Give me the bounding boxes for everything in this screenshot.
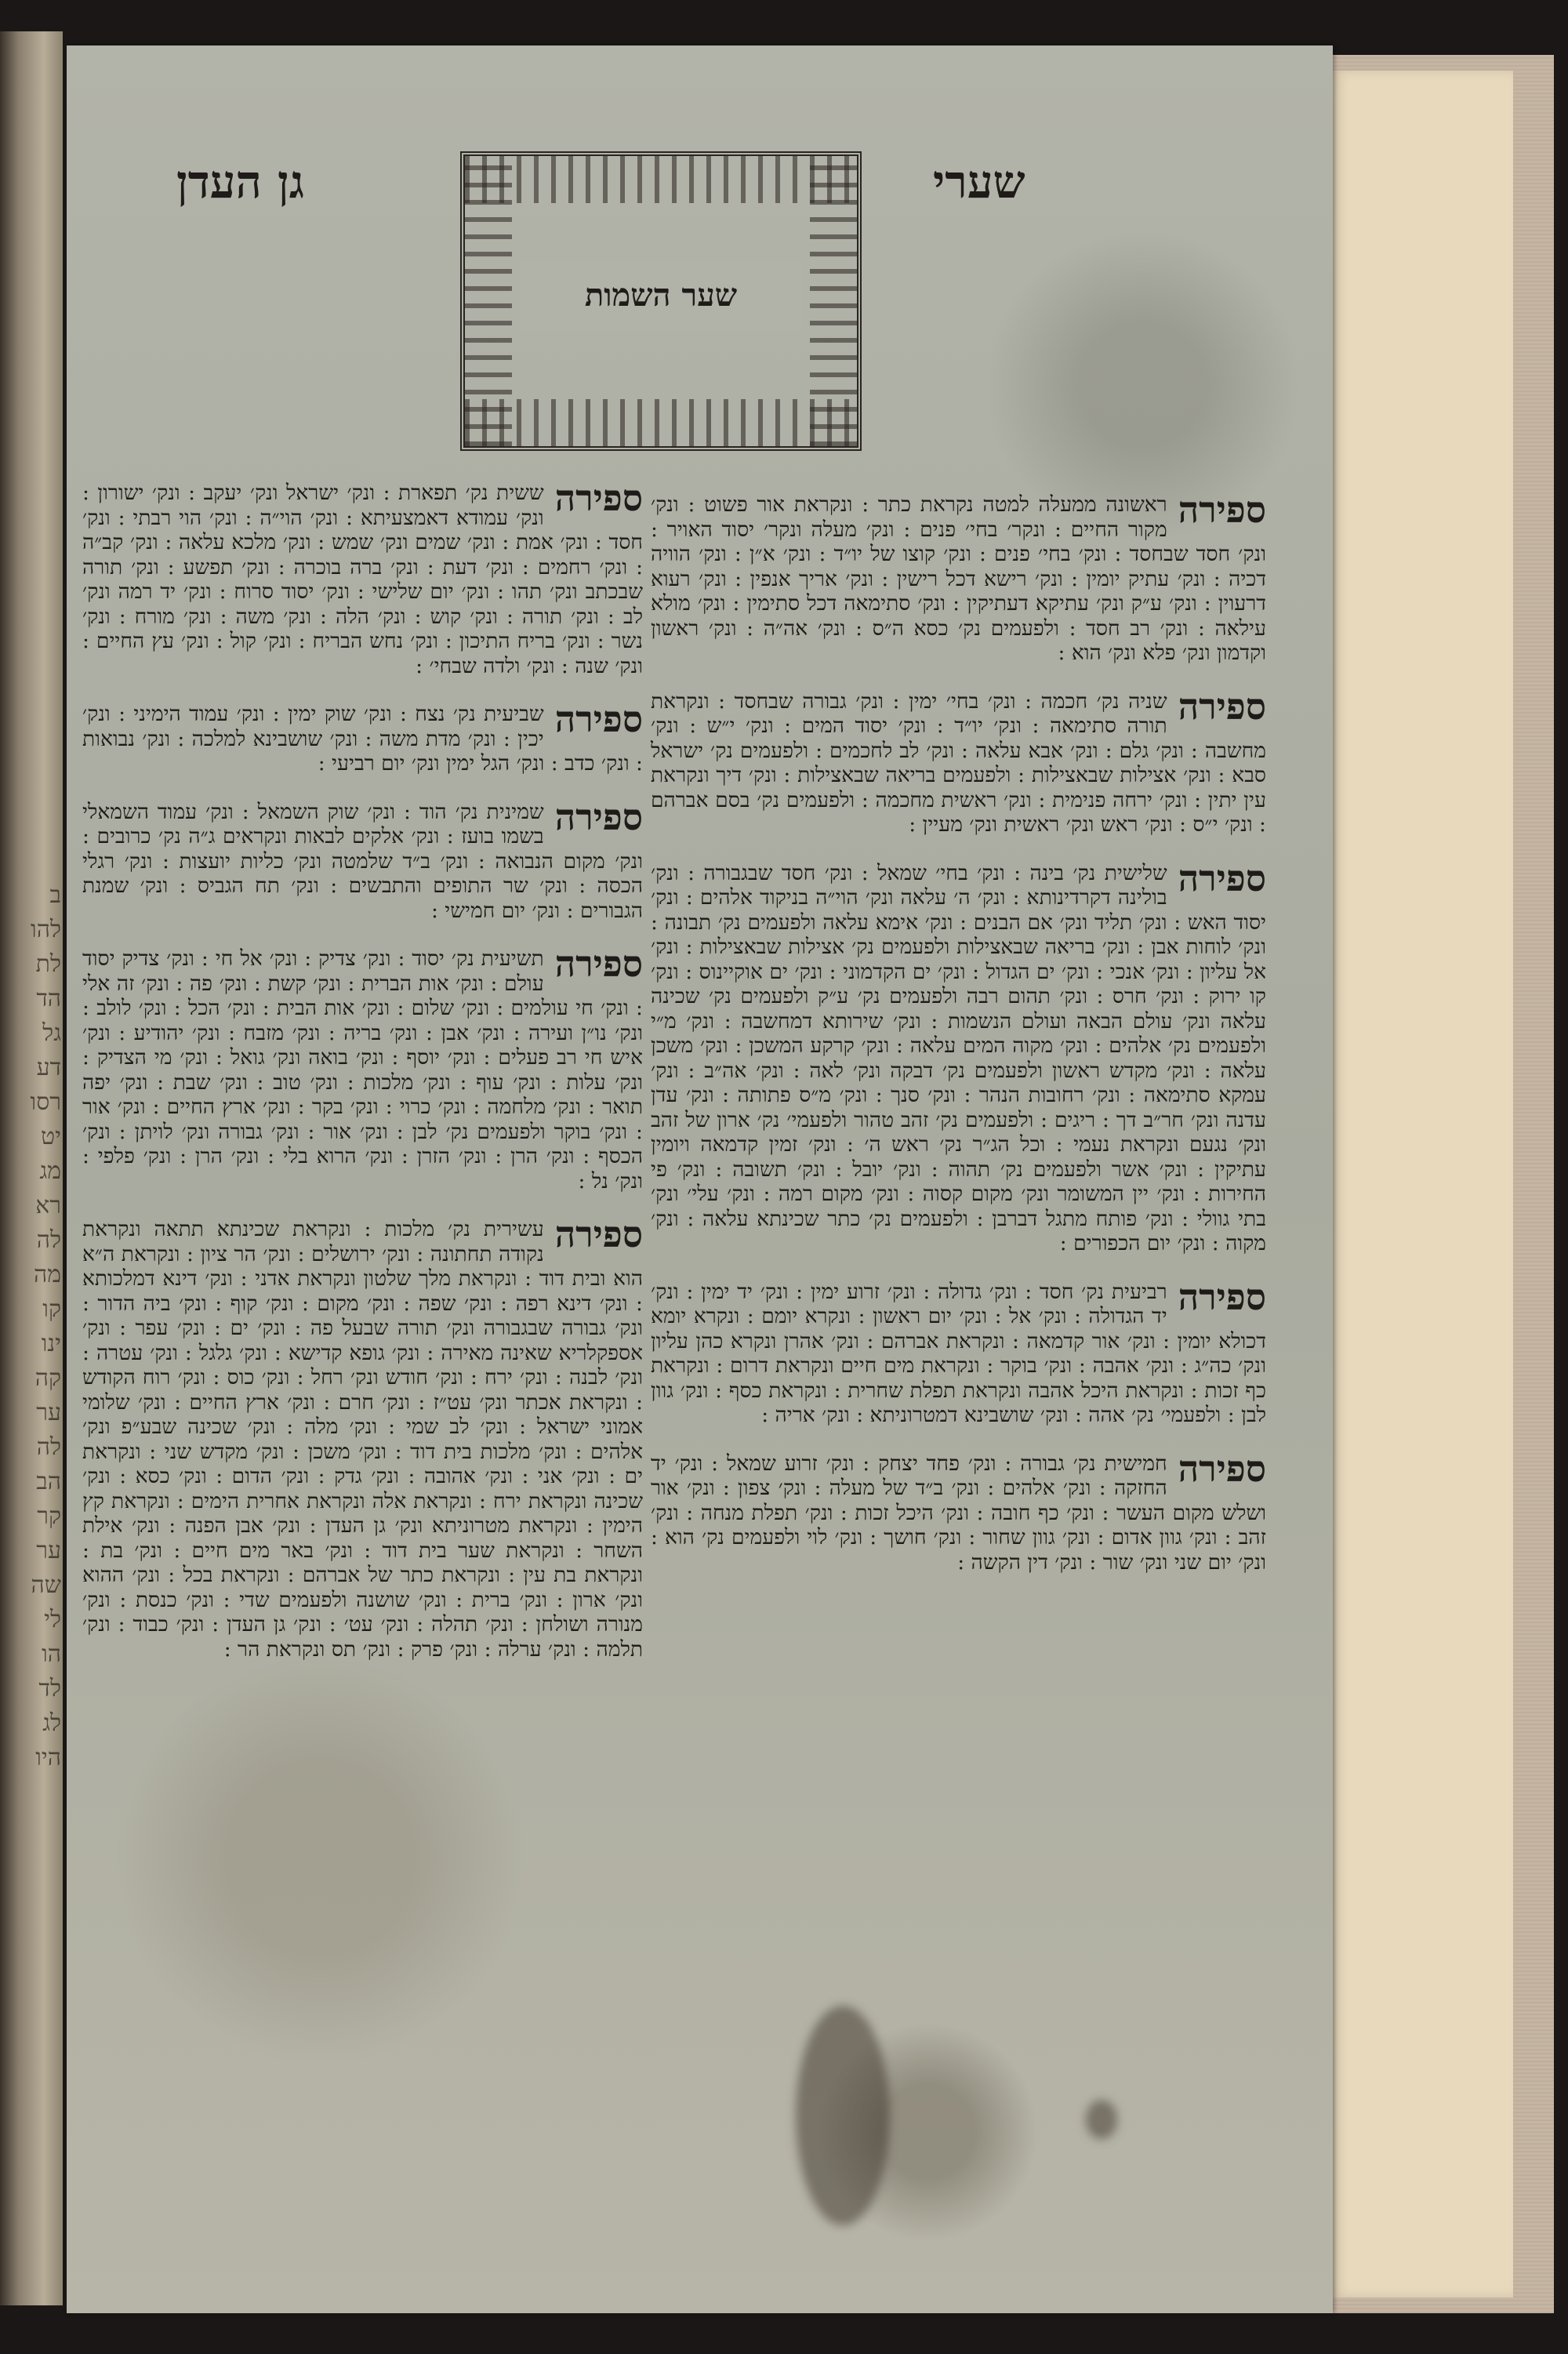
sefira-section (651, 1275, 1266, 1428)
adjacent-page-line: קו (42, 1295, 61, 1323)
adjacent-page-line: גל (42, 1019, 61, 1047)
section-title: שער השמות (520, 262, 802, 329)
adjacent-page-line: ב (49, 881, 61, 909)
adjacent-page-line: ער (36, 1399, 61, 1426)
sefira-text: ששית נק׳ תפארת : ונק׳ ישראל ונק׳ יעקב : ונק׳ ישורון : ונק׳ עמודא דאמצעיתא : ונק׳ הוי״ה : ונק׳ הוי רבתי : ונק׳ חסד : ונק׳ אמת : ונק׳ שמים ונק׳ שמש : ונק׳ מלכא עלאה : ונק׳ קב״ה : ונק׳ רחמים : ונק׳ דעת : ונק׳ ברה בוכרה : ונק׳ תפשע : ונק׳ תורה שבכתב ונק׳ תהו : ונק׳ יום שלישי : ונק׳ יסוד סרוח : ונק׳ יד רמה ונק׳ לב : ונק׳ תורה : ונק׳ קוש : ונק׳ הלה : ונק׳ משה : ונק׳ מורח : ונק׳ נשר : ונק׳ בריח התיכון : ונק׳ נחש הבריח : ונק׳ קול : ונק׳ עץ החיים : ונק׳ שנה : ונק׳ ולדה שבחי׳ : (82, 481, 643, 678)
adjacent-page-line: מה (33, 1261, 61, 1288)
ink-stain (1086, 2100, 1117, 2139)
adjacent-page-line: ינו (41, 1330, 61, 1357)
ornamental-title-frame (460, 151, 862, 451)
sefira-text: ראשונה ממעלה למטה נקראת כתר : ונקראת אור פשוט : ונק׳ מקור החיים : ונקר׳ בחי׳ פנים : ונק׳ מעלה ונקר׳ יסוד האויר : ונק׳ חסד שבחסד : ונק׳ בחי׳ פנים : ונק׳ קוצו של יו״ד : ונק׳ א״ן : ונק׳ הוויה דכיה : ונק׳ עתיק יומין : ונק׳ רישא דכל רישין : ונק׳ אריך אנפין : ונק׳ רעוא דרעוין : ונק׳ ע״ק ונק׳ עתיקא דעתיקין : ונק׳ סתימאה דכל סתימין : ונק׳ מולא עילאה : ונק׳ רב חסד : ולפעמים נק׳ כסא ה״ס : ונק׳ אה״ה : ונק׳ ראשון וקדמון ונק׳ פלא ונק׳ הוא : (651, 492, 1266, 665)
sefira-text: שלישית נק׳ בינה : ונק׳ בחי׳ שמאל : ונק׳ חסד שבגבורה : ונק׳ בולינה דקרדינותא : ונק׳ ה׳ עלאה ונק׳ הוי״ה בניקוד אלהים : ונק׳ יסוד האש : ונק׳ תליד ונק׳ אם הבנים : ונק׳ אימא עלאה ולפעמים נק׳ תבונה : ונק׳ לוחות אבן : ונק׳ בריאה שבאצילות ולפעמים נק׳ אצילות שבאצילות : ונק׳ אל עליון : ונק׳ אנכי : ונק׳ ים הגדול : ונק׳ ים הקדמוני : ונק׳ ים אוקיינוס : ונק׳ קו ירוק : ונק׳ חרס : ונק׳ תהום רבה ולפעמים נק׳ ע״ק ולפעמים נק׳ שכינה עלאה ונק׳ עולם הבאה ועולם הנשמות : ונק׳ שירותא דמחשבה : ונק׳ מ״י ולפעמים נק׳ אלהים : ונק׳ מקוה המים עלאה : ונק׳ קרקע המשכן : ונק׳ משכן עלאה : ונק׳ מקדש ראשון ולפעמים נק׳ דבקה ונק׳ לאה : ונק׳ אה״ב : ונק׳ עמקא סתימאה : ונק׳ רחובות הנהר : ונק׳ סנך : ונק׳ מ״ס פתותה : ונק׳ עדן עדנה ונק׳ חר״ב דך : ריגים : ולפעמים נק׳ זהב טהור ולפעמי׳ נק׳ ארון של זהב ונק׳ נגעם ונקראת נעמי : וכל הג״ר נק׳ ראש ה׳ : ונק׳ זמין קדמאה ויומין עתיקין : ונק׳ אשר ולפעמים נק׳ תהוה : ונק׳ יובל : ונק׳ תשובה : ונק׳ פי החירות : ונק׳ יין המשומר ונק׳ מקום קסוה : ונק׳ מקום רמה : ונק׳ עלי׳ ונק׳ בתי גוולי : ונק׳ פותח מתגל דברבן : ולפעמים נק׳ כתר שכינתא עלאה : ונק׳ מקוה : ונק׳ יום הכפורים : (651, 860, 1266, 1255)
sefira-heading: ספירה (1178, 489, 1266, 531)
adjacent-page-line: הב (36, 1468, 61, 1495)
sefira-text: שביעית נק׳ נצח : ונק׳ שוק ימין : ונק׳ עמוד הימיני : ונק׳ יכין : ונק׳ מדת משה : ונק׳ שושבינא למלכה : ונק׳ נבואות : ונק׳ כדב : ונק׳ הגל ימין ונק׳ יום רביעי : (82, 702, 643, 776)
adjacent-page-line: קה (34, 1364, 61, 1392)
sefira-text: שמינית נק׳ הוד : ונק׳ שוק השמאל : ונק׳ עמוד השמאלי בשמו בועז : ונק׳ אלקים לבאות ונקראים ג״ה נק׳ כרובים : ונק׳ מקום הנבואה : ונק׳ ב״ד שלמטה ונק׳ כליות יועצות : ונק׳ רגלי הכסה : ונק׳ שר התופים והתבשים : ונק׳ תח הגביס : ונק׳ שמנת הגבורים : ונק׳ יום חמישי : (82, 799, 643, 923)
sefira-heading: ספירה (1178, 1275, 1266, 1318)
running-header-left: גן העדן (176, 155, 304, 209)
adjacent-page-line: לת (35, 950, 61, 978)
sefira-heading: ספירה (554, 698, 643, 740)
adjacent-page-line: היו (35, 1744, 61, 1771)
text-column-left (82, 477, 643, 1685)
adjacent-page-line: רסו (30, 1088, 61, 1116)
running-header-right: שערי (933, 155, 1025, 209)
sefira-heading: ספירה (554, 477, 643, 519)
sefira-heading: ספירה (1178, 1447, 1266, 1490)
adjacent-page-line: ער (36, 1537, 61, 1564)
adjacent-page-line: להו (31, 916, 61, 943)
sefira-text: שניה נק׳ חכמה : ונק׳ בחי׳ ימין : ונק׳ גבורה שבחסד : ונקראת תורה סתימאה : ונק׳ יו״ד : ונק׳ יסוד המים : ונק׳ י״ש : ונק׳ מחשבה : ונק׳ גלם : ונק׳ אבא עלאה : ונק׳ לב לחכמים : ולפעמים נק׳ ישראל סבא : ונק׳ אצילות שבאצילות : ולפעמים בריאה שבאצילות : ונק׳ דיך ונקראת עין יתין : ונק׳ ירחה פנימית : ונק׳ ראשית מחכמה : ולפעמים נק׳ בסם אברהם : ונק׳ י״ס : ונק׳ ראש ונק׳ ראשית ונק׳ מעיין : (651, 688, 1266, 837)
sefira-section (82, 698, 643, 776)
sefira-section (651, 856, 1266, 1256)
sefira-section (651, 489, 1266, 666)
sefira-section (651, 1447, 1266, 1575)
sefira-section (82, 1213, 643, 1662)
endpaper (1333, 71, 1513, 2298)
sefira-heading: ספירה (554, 1213, 643, 1255)
sefira-section (82, 477, 643, 678)
sefira-heading: ספירה (554, 795, 643, 838)
sefira-text: רביעית נק׳ חסד : ונק׳ גדולה : ונק׳ זרוע ימין : ונק׳ יד ימין : ונק׳ יד הגדולה : ונק׳ אל : ונק׳ יום ראשון : ונקרא יומם : ונקרא יומא דכולא יומין : ונק׳ אור קדמאה : ונקראת אברהם : ונק׳ אהרן ונקרא כהן עליון ונק׳ כה״ג : ונק׳ אהבה : ונק׳ בוקר : ונקראת מים חיים ונקראת דרום : ונקראת כף זכות : ונקראת היכל אהבה ונקראת תפלת שחרית : ונקראת כסף : ונק׳ גוון לבן : ולפעמי׳ נק׳ אהה : ונק׳ שושבינא דמטרוניתא : ונק׳ אריה : (651, 1279, 1266, 1427)
adjacent-page-line: קר (37, 1502, 61, 1530)
adjacent-page-line: מג (39, 1157, 61, 1185)
adjacent-page-text (6, 878, 61, 2211)
adjacent-page-line: רא (35, 1192, 61, 1219)
text-column-right (651, 489, 1266, 1598)
sefira-heading: ספירה (554, 943, 643, 985)
ink-stain (796, 2006, 890, 2225)
adjacent-page-line: הו (42, 1640, 61, 1668)
sefira-section (82, 943, 643, 1193)
adjacent-page-line: יט (41, 1123, 61, 1150)
sefira-heading: ספירה (1178, 856, 1266, 899)
adjacent-page-line: לה (36, 1433, 61, 1461)
sefira-text: תשיעית נק׳ יסוד : ונק׳ צדיק : ונק׳ אל חי : ונק׳ צדיק יסוד עולם : ונק׳ אות הברית : ונק׳ קשת : ונק׳ פה : ונק׳ זה אלי : ונק׳ חי עולמים : ונק׳ שלום : ונק׳ אות הבית : ונק׳ הכל : ונק׳ לולב : ונק׳ נו״ן ועירה : ונק׳ אבן : ונק׳ בריה : ונק׳ מזבח : ונק׳ יהודיע : ונק׳ איש חי רב פעלים : ונק׳ יוסף : ונק׳ בואה ונק׳ גואל : ונק׳ מי הצדיק : ונק׳ עלות : ונק׳ עוף : ונק׳ מלכות : ונק׳ טוב : ונק׳ שבת : ונק׳ יפה תואר : ונק׳ מלחמה : ונק׳ כרוי : ונק׳ בקר : ונק׳ ארץ החיים : ונק׳ אור : ונק׳ בוקר ולפעמים נק׳ לבן : ונק׳ אור : ונק׳ גבורה ונק׳ לויתן : ונק׳ הכסף : ונק׳ הרן : ונק׳ הזרן : ונק׳ הרוא בלי : ונק׳ הרן : ונק׳ פלפי : ונק׳ נל : (82, 946, 643, 1193)
sefira-heading: ספירה (1178, 685, 1266, 728)
sefira-section (651, 685, 1266, 837)
adjacent-page-edge (0, 31, 63, 2305)
sefira-text: חמישית נק׳ גבורה : ונק׳ פחד יצחק : ונק׳ זרוע שמאל : ונק׳ יד החזקה : ונק׳ אלהים : ונק׳ ב״ד של מעלה : ונק׳ צפון : ונק׳ אור ושלש מקום העשר : ונק׳ כף חובה : ונק׳ היכל זכות : ונק׳ תפלת מנחה : ונק׳ זהב : ונק׳ גוון אדום : ונק׳ גוון שחור : ונק׳ חושך : ונק׳ לוי ולפעמים נק׳ הוא : ונק׳ יום שני ונק׳ שור : ונק׳ דין הקשה : (651, 1451, 1266, 1575)
adjacent-page-line: הד (36, 985, 61, 1012)
adjacent-page-line: לה (36, 1226, 61, 1254)
adjacent-page-line: לג (42, 1709, 61, 1737)
adjacent-page-line: שה (31, 1571, 61, 1599)
adjacent-page-line: דע (36, 1054, 61, 1081)
adjacent-page-line: לד (38, 1675, 61, 1702)
sefira-text: עשירית נק׳ מלכות : ונקראת שכינתא תתאה ונקראת נקודה תחתונה : ונק׳ ירושלים : ונק׳ הר ציון : ונקראת ה״א הוא ובית דוד : ונקראת מלך שלטון ונקראת אדני : ונק׳ דינא דמלכותא : ונק׳ דינא רפה : ונק׳ שפה : ונק׳ מקום : ונק׳ קוף : ונק׳ ביה הדור : ונק׳ גבורה שבגבורה ונק׳ תורה שבעל פה : ונק׳ ים : ונק׳ עפר : ונק׳ אספקלריא שאינה מאירה : ונק׳ גופא קדישא : ונק׳ גלגל : ונק׳ עטרה : ונק׳ לבנה : ונק׳ ירח : ונק׳ חודש ונק׳ רחל : ונק׳ כוס : ונק׳ רוח הקודש : ונקראת אכתר ונק׳ עט״ז : ונק׳ חרם : ונק׳ ארץ החיים : ונק׳ שלומי אמוני ישראל : ונק׳ לב שמי : ונק׳ מלה : ונק׳ שכינה שבע״פ ונק׳ אלהים : ונק׳ מלכות בית דוד : ונק׳ משכן : ונק׳ מקדש שני : ונקראת ים : ונק׳ אני : ונק׳ אהובה : ונק׳ גדק : ונק׳ הדום : ונק׳ כסא : ונק׳ שכינה ונקראת ירח : ונקראת אלה ונקראת אחרית הימים : ונקראת קץ הימין : ונקראת מטרוניתא ונק׳ גן העדן : ונק׳ אבן הפנה : ונק׳ אילת השחר : ונקראת שער בית דוד : ונק׳ באר מים חיים : ונק׳ בת : ונקראת בת עין : ונקראת כתר של אברהם : ונקראת בכל : ונק׳ ההוא ונק׳ ארון : ונק׳ ברית : ונק׳ שושנה ולפעמים שדי : ונק׳ כנסת : ונק׳ מנורה ושולחן : ונק׳ תהלה : ונק׳ עט׳ : ונק׳ גן העדן : ונק׳ כבוד : ונק׳ תלמה : ונק׳ ערלה : ונק׳ פרק : ונק׳ תס ונקראת הר : (82, 1217, 643, 1662)
book-page (67, 45, 1333, 2313)
sefira-section (82, 795, 643, 924)
adjacent-page-line: לי (44, 1606, 61, 1633)
